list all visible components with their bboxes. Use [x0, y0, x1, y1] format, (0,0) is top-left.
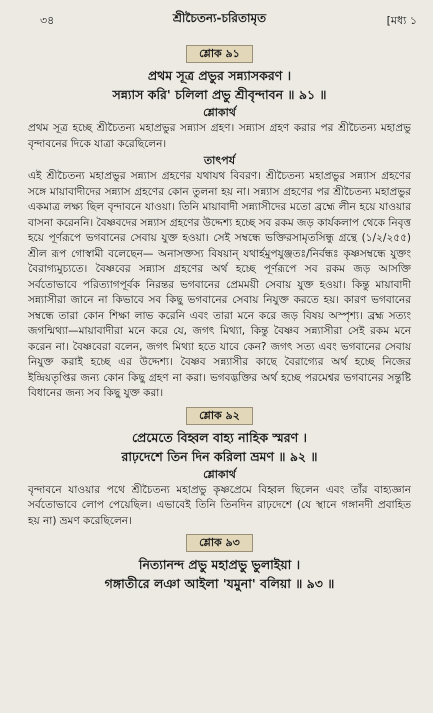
verse-line: রাঢ়দেশে তিন দিন করিলা ভ্রমণ ॥ ৯২ ॥ — [121, 448, 318, 464]
page-header — [28, 0, 417, 40]
verse-line: প্রথম সূত্র প্রভুর সন্ন্যাসকরণ । — [147, 68, 292, 83]
verse-line: সন্ন্যাস করি' চলিলা প্রভু শ্রীবৃন্দাবন ॥ ৯১ ॥ — [112, 87, 327, 102]
chapter-marker: [মধ্য ১ — [386, 14, 417, 27]
verse-line: নিত্যানন্দ প্রভু মহাপ্রভু ভুলাইয়া । — [138, 557, 301, 572]
page-number: ৩৪ — [40, 14, 55, 27]
translation-text: বৃন্দাবনে যাওয়ার পথে শ্রীচৈতন্য মহাপ্রভু কৃষ্ণপ্রেমে বিহ্বল ছিলেন এবং তাঁর বাহ্যজ্ঞান সর্বতোভাবে লোপ পেয়েছিল। এভাবেই তিনি তিনদিন রাঢ়দেশে (যে স্থানে গঙ্গানদী প্রবাহিত হয় না) ভ্রমণ করেছিলেন। — [28, 483, 411, 527]
verse-number: শ্লোক ৯১ — [186, 45, 253, 63]
translation-heading: শ্লোকার্থ — [203, 106, 236, 119]
verse-93 — [28, 530, 411, 593]
verse-line: গঙ্গাতীরে লঞা আইলা 'যমুনা' বলিয়া ॥ ৯৩ ॥ — [104, 576, 335, 591]
verse-number: শ্লোক ৯৩ — [186, 534, 253, 552]
purport-text: এই শ্রীচৈতন্য মহাপ্রভুর সন্ন্যাস গ্রহণের যথাযথ বিবরণ। শ্রীচৈতন্য মহাপ্রভুর সন্ন্যাস গ্রহণের সঙ্গে মায়াবাদীদের সন্ন্যাস গ্রহণের কোন তুলনা হয় না। সন্ন্যাস গ্রহণের পর শ্রীচৈতন্য মহাপ্রভুর একমাত্র লক্ষ্য ছিল বৃন্দাবনে যাওয়া। তিনি মায়াবাদী সন্ন্যাসীদের মতো ব্রহ্মে লীন হয়ে যাওয়ার বাসনা করেননি। বৈষ্ণবদের সন্ন্যাস গ্রহণের উদ্দেশ্য হচ্ছে সব রকম জড় কার্যকলাপ থেকে নিবৃত্ত হয়ে পূর্ণরূপে ভগবানের সেবায় যুক্ত হওয়া। সেই সম্বন্ধে ভক্তিরসামৃতসিন্ধু গ্রন্থে (১/২/২৫৫) শ্রীল রূপ গোস্বামী বলেছেন— অনাসক্তস্য বিষয়ান্ যথার্হমুপযুঞ্জতঃ/নির্বন্ধঃ কৃষ্ণসম্বন্ধে যুক্তং বৈরাগ্যমুচ্যতে। বৈষ্ণবের সন্ন্যাস গ্রহণের অর্থ হচ্ছে পূর্ণরূপে সব রকম জড় আসক্তি সর্বতোভাবে পরিত্যাগপূর্বক নিরন্তর ভগবানের প্রেমময়ী সেবায় যুক্ত হওয়া। কিন্তু মায়াবাদী সন্ন্যাসীরা জানে না কিভাবে সব কিছু ভগবানের সেবায় নিযুক্ত করতে হয়। কারণ ভগবানের সম্বন্ধে তারা কোন শিক্ষা লাভ করেনি এবং তারা মনে করে জড় বিষয় অস্পৃশ্য। ব্রহ্ম সত্যং জগন্মিথ্যা—মায়াবাদীরা মনে করে যে, জগৎ মিথ্যা, কিন্তু বৈষ্ণব সন্ন্যাসীরা সেই রকম মনে করেন না। বৈষ্ণবেরা বলেন, জগৎ মিথ্যা হতে যাবে কেন? জগৎ সত্য এবং ভগবানের সেবায় নিযুক্ত করাই হচ্ছে এর উদ্দেশ্য। বৈষ্ণব সন্ন্যাসীর কাছে বৈরাগ্যের অর্থ হচ্ছে নিজের ইন্দ্রিয়তৃপ্তির জন্য কোন কিছু গ্রহণ না করা। ভগবদ্ভক্তির অর্থ হচ্ছে পরমেশ্বর ভগবানের সন্তুষ্টি বিধানের জন্য সব কিছু যুক্ত করা। — [28, 170, 411, 399]
verse-number: শ্লোক ৯২ — [186, 407, 253, 425]
purport-heading: তাৎপর্য — [203, 154, 236, 167]
verse-line: প্রেমেতে বিহ্বল বাহ্য নাহিক স্মরণ । — [131, 429, 308, 445]
verse-92 — [28, 403, 411, 530]
translation-text: প্রথম সূত্র হচ্ছে শ্রীচৈতন্য মহাপ্রভুর সন্ন্যাস গ্রহণ। সন্ন্যাস গ্রহণ করার পর শ্রীচৈতন্য মহাপ্রভু বৃন্দাবনের দিকে যাত্রা করেছিলেন। — [28, 122, 411, 150]
verse-91 — [28, 41, 411, 402]
running-title: শ্রীচৈতন্য-চরিতামৃত — [172, 11, 267, 25]
translation-heading: শ্লোকার্থ — [203, 467, 236, 481]
